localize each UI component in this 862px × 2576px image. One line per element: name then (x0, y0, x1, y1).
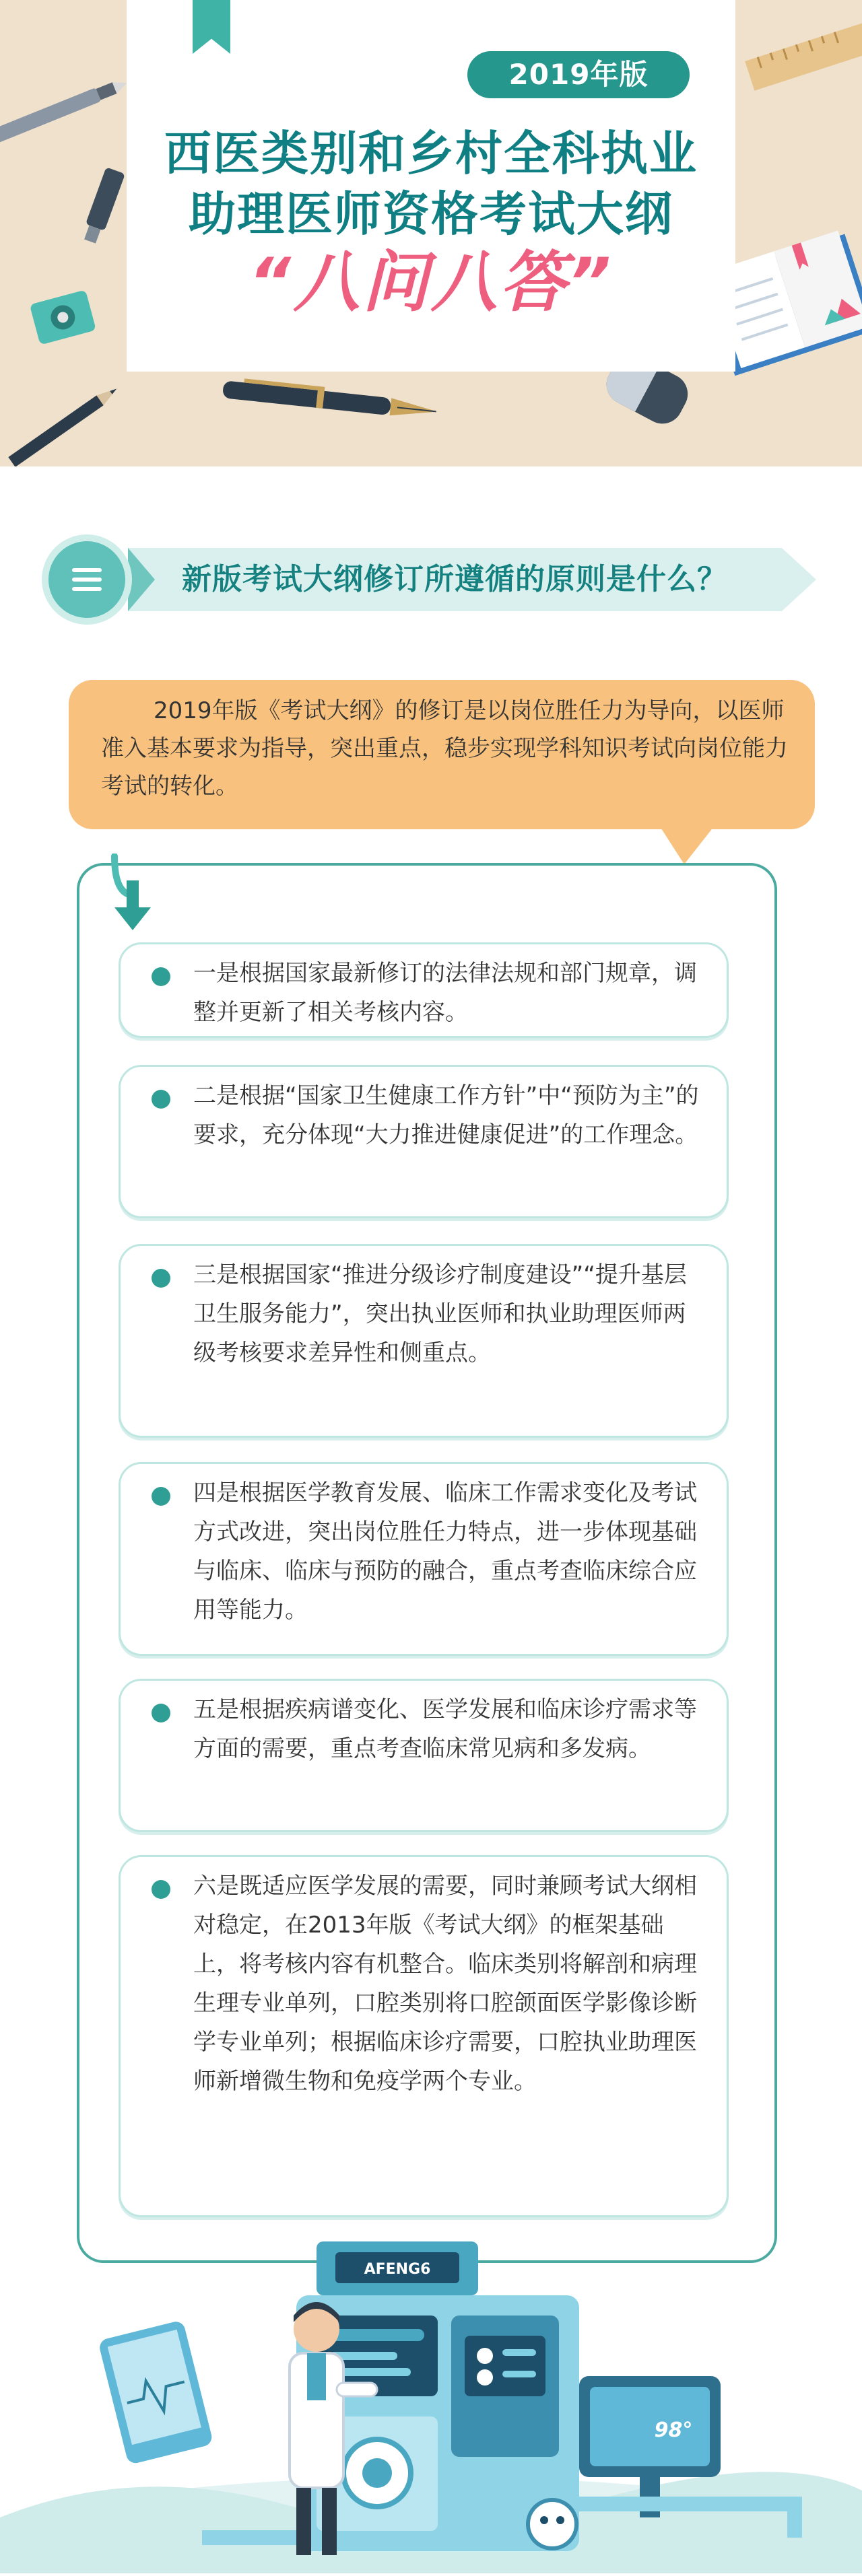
pen-cap-icon (79, 162, 127, 249)
pen-icon (0, 67, 135, 148)
point-card-2 (119, 1065, 729, 1218)
bullet-dot (152, 1487, 170, 1506)
footer-illustration (0, 2221, 862, 2573)
point-text-4: 四是根据医学教育发展、临床工作需求变化及考试方式改进，突出岗位胜任力特点，进一步体现基础与临床、临床与预防的融合，重点考查临床综合应用等能力。 (193, 1480, 697, 1624)
point-text-5: 五是根据疾病谱变化、医学发展和临床诊疗需求等方面的需要，重点考查临床常见病和多发病。 (193, 1696, 697, 1762)
bullet-dot (152, 1269, 170, 1288)
main-title-line-1: 西医类别和乡村全科执业 (164, 126, 698, 181)
pencil-icon (0, 377, 135, 466)
point-card-5 (119, 1679, 729, 1832)
point-text-3: 三是根据国家“推进分级诊疗制度建设”“提升基层卫生服务能力”，突出执业医师和执业助理医师两级考核要求差异性和侧重点。 (193, 1261, 687, 1366)
year-badge: 2019年版 (467, 51, 690, 98)
main-title-line-2: 助理医师资格考试大纲 (189, 186, 673, 242)
point-card-3 (119, 1244, 729, 1438)
subtitle: “八问八答” (248, 244, 614, 321)
point-card-4 (119, 1462, 729, 1656)
bullet-dot (152, 1880, 170, 1899)
ruler-icon (741, 20, 862, 101)
sharpener-icon (27, 283, 101, 350)
point-text-6: 六是既适应医学发展的需要，同时兼顾考试大纲相对稳定，在2013年版《考试大纲》的框架基础上，将考核内容有机整合。临床类别将解剖和病理生理专业单列，口腔类别将口腔颌面医学影像诊断学专业单列；根据临床诊疗需要，口腔执业助理医师新增微生物和免疫学两个专业。 (193, 1873, 697, 2095)
arrow-down-icon (108, 854, 158, 933)
section-title: 新版考试大纲修订所遵循的原则是什么？ (182, 562, 727, 596)
lab-scene (0, 2221, 862, 2573)
bullet-dot (152, 1090, 170, 1109)
intro-bubble-tail (660, 827, 714, 864)
point-text-1: 一是根据国家最新修订的法律法规和部门规章，调整并更新了相关考核内容。 (193, 960, 697, 1026)
intro-text: 2019年版《考试大纲》的修订是以岗位胜任力为导向，以医师准入基本要求为指导，突出重点，稳步实现学科知识考试向岗位能力考试的转化。 (101, 697, 788, 800)
header-banner (0, 0, 862, 466)
bullet-dot (152, 967, 170, 986)
menu-icon (48, 541, 125, 618)
point-card-1 (119, 942, 729, 1038)
point-text-2: 二是根据“国家卫生健康工作方针”中“预防为主”的要求，充分体现“大力推进健康促进”的工作理念。 (193, 1082, 699, 1148)
point-card-6 (119, 1855, 729, 2217)
bullet-dot (152, 1704, 170, 1722)
fountain-pen-icon (216, 374, 485, 434)
screen-value: 98° (654, 2418, 693, 2442)
machine-label: AFENG6 (364, 2261, 431, 2278)
